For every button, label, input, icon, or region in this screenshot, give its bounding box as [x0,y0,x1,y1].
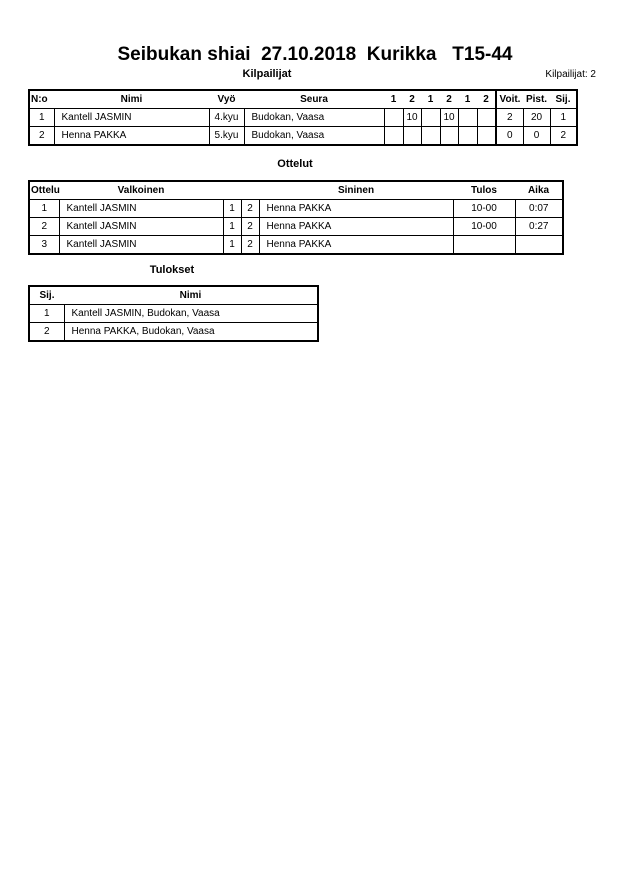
score-cell [384,109,403,127]
match-number: 2 [29,218,59,236]
competitor-club: Budokan, Vaasa [244,109,384,127]
white-competitor-name: Kantell JASMIN [59,200,223,218]
competitor-wins: 2 [496,109,523,127]
page-title: Seibukan shiai 27.10.2018 Kurikka T15-44 [117,44,513,65]
score-cell [384,127,403,146]
competitor-name: Kantell JASMIN [54,109,209,127]
score-cell [421,109,440,127]
results-table-title: Tulokset [149,264,195,276]
competitor-row [29,109,577,127]
blue-competitor-number: 2 [241,200,259,218]
competitor-row [29,127,577,146]
col-header-round: 2 [440,90,458,109]
score-cell [477,127,496,146]
score-cell: 10 [440,109,458,127]
competitor-number: 1 [29,109,54,127]
competitor-place: 2 [550,127,577,146]
match-time: 0:27 [515,218,563,236]
result-name: Kantell JASMIN, Budokan, Vaasa [64,305,318,323]
score-cell [403,127,421,146]
competitors-header-row [29,90,577,109]
col-header-blue: Sininen [259,181,453,200]
col-header-name: Nimi [54,90,209,109]
competitor-points: 0 [523,127,550,146]
col-header-round: 2 [403,90,421,109]
matches-table [28,180,564,255]
competitor-club: Budokan, Vaasa [244,127,384,146]
match-result [453,236,515,255]
score-cell [477,109,496,127]
white-competitor-number: 1 [223,218,241,236]
score-cell [458,127,477,146]
blue-competitor-number: 2 [241,218,259,236]
competitors-table-title: Kilpailijat [242,68,292,80]
result-row [29,323,318,342]
result-place: 2 [29,323,64,342]
col-header-round: 1 [384,90,403,109]
col-header-round: 2 [477,90,496,109]
col-header-name: Nimi [64,286,318,305]
results-table [28,285,319,342]
match-row [29,236,563,255]
blue-competitor-name: Henna PAKKA [259,236,453,255]
col-header-blue-no [241,181,259,200]
match-result: 10-00 [453,200,515,218]
col-header-match: Ottelu [29,181,59,200]
col-header-place: Sij. [550,90,577,109]
competitor-wins: 0 [496,127,523,146]
results-header-row [29,286,318,305]
white-competitor-number: 1 [223,236,241,255]
score-cell [421,127,440,146]
score-cell: 10 [403,109,421,127]
match-row [29,200,563,218]
col-header-white-no [223,181,241,200]
col-header-round: 1 [458,90,477,109]
result-place: 1 [29,305,64,323]
col-header-place: Sij. [29,286,64,305]
score-cell [440,127,458,146]
result-row [29,305,318,323]
match-time: 0:07 [515,200,563,218]
col-header-result: Tulos [453,181,515,200]
blue-competitor-name: Henna PAKKA [259,200,453,218]
col-header-no: N:o [29,90,54,109]
col-header-white: Valkoinen [59,181,223,200]
col-header-club: Seura [244,90,384,109]
blue-competitor-name: Henna PAKKA [259,218,453,236]
match-number: 3 [29,236,59,255]
score-cell [458,109,477,127]
match-result: 10-00 [453,218,515,236]
competitor-place: 1 [550,109,577,127]
participants-count: Kilpailijat: 2 [545,69,596,80]
col-header-points: Pist. [523,90,550,109]
blue-competitor-number: 2 [241,236,259,255]
competitor-name: Henna PAKKA [54,127,209,146]
result-name: Henna PAKKA, Budokan, Vaasa [64,323,318,342]
white-competitor-name: Kantell JASMIN [59,236,223,255]
match-row [29,218,563,236]
col-header-belt: Vyö [209,90,244,109]
col-header-round: 1 [421,90,440,109]
competitor-number: 2 [29,127,54,146]
white-competitor-number: 1 [223,200,241,218]
match-number: 1 [29,200,59,218]
col-header-wins: Voit. [496,90,523,109]
col-header-time: Aika [515,181,563,200]
match-time [515,236,563,255]
competitor-points: 20 [523,109,550,127]
competitors-table [28,89,578,146]
competitor-belt: 4.kyu [209,109,244,127]
white-competitor-name: Kantell JASMIN [59,218,223,236]
competitor-belt: 5.kyu [209,127,244,146]
matches-header-row [29,181,563,200]
matches-table-title: Ottelut [277,158,313,170]
